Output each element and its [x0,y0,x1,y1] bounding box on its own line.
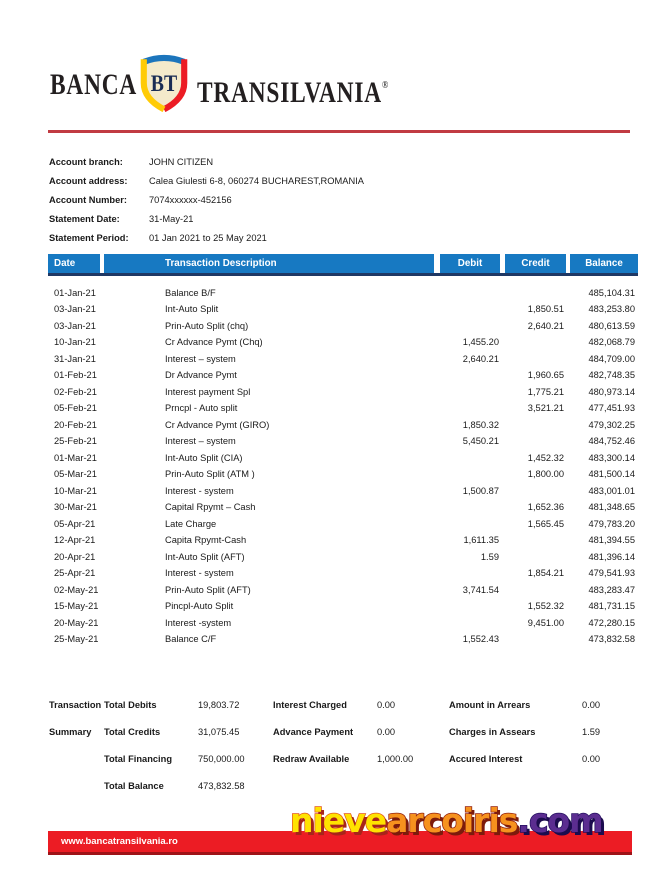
account-info-row [49,209,364,228]
transaction-credit: 1,800.00 [527,469,564,480]
transaction-description: Interest – system [165,353,236,364]
summary-label: Charges in Assears [449,727,536,737]
transaction-credit: 3,521.21 [527,403,564,414]
account-info-label: Statement Date: [49,213,120,224]
summary-value: 0.00 [582,700,601,710]
summary-label: Advance Payment [273,727,354,737]
table-row [48,450,638,467]
account-info-value: 01 Jan 2021 to 25 May 2021 [149,232,267,243]
transaction-balance: 472,280.15 [588,617,635,628]
header-cell-debit: Debit [440,254,500,273]
transaction-date: 25-Apr-21 [54,568,96,579]
transaction-debit: 3,741.54 [462,584,499,595]
header-cell-description: Transaction Description [104,254,434,273]
table-header-row [48,254,638,273]
transaction-description: Pincpl-Auto Split [165,601,234,612]
account-info-label: Statement Period: [49,232,129,243]
transaction-date: 20-Feb-21 [54,419,97,430]
transaction-credit: 1,775.21 [527,386,564,397]
transaction-date: 12-Apr-21 [54,535,96,546]
table-row [48,417,638,434]
transaction-description: Prin-Auto Split (chq) [165,320,249,331]
summary-row [273,719,449,746]
transaction-date: 20-Apr-21 [54,551,96,562]
table-row [48,483,638,500]
account-info-row [49,152,364,171]
transaction-date: 03-Jan-21 [54,320,96,331]
watermark-part-arcoiris: arcoiris [386,801,518,840]
transaction-balance: 483,001.01 [588,485,635,496]
watermark-overlay [290,801,603,840]
transaction-description: Prncpl - Auto split [165,403,238,414]
transaction-description: Int-Auto Split (AFT) [165,551,245,562]
table-row [48,367,638,384]
logo-word-banca: BANCA [50,68,138,101]
account-info-label: Account Number: [49,194,127,205]
summary-label: Accured Interest [449,754,523,764]
header-cell-date: Date [48,254,100,273]
transaction-balance: 482,748.35 [588,370,635,381]
transaction-description: Cr Advance Pymt (Chq) [165,337,263,348]
table-row [48,582,638,599]
table-row [48,285,638,302]
summary-title-line2: Summary [49,727,92,737]
summary-label: Interest Charged [273,700,347,710]
transaction-balance: 477,451.93 [588,403,635,414]
account-info-row [49,171,364,190]
transaction-balance: 480,613.59 [588,320,635,331]
table-row [48,499,638,516]
summary-row [449,746,638,773]
transaction-description: Capital Rpymt – Cash [165,502,256,513]
summary-value: 0.00 [582,754,601,764]
watermark-part-nieve: nieve [290,801,387,840]
table-row [48,318,638,335]
summary-label: Amount in Arrears [449,700,531,710]
header-underline [48,273,638,276]
transaction-credit: 1,960.65 [527,370,564,381]
transaction-description: Prin-Auto Split (ATM ) [165,469,255,480]
summary-value: 0.00 [377,727,396,737]
transaction-date: 05-Feb-21 [54,403,97,414]
table-row [48,549,638,566]
transaction-balance: 485,104.31 [588,287,635,298]
transaction-description: Cr Advance Pymt (GIRO) [165,419,270,430]
bt-shield-logo-icon [137,54,191,112]
summary-column-totals [104,692,273,800]
transaction-summary-section [49,692,638,800]
transaction-debit: 1,455.20 [462,337,499,348]
transaction-balance: 479,541.93 [588,568,635,579]
summary-column-interest [273,692,449,800]
account-info-label: Account branch: [49,156,123,167]
transaction-balance: 481,731.15 [588,601,635,612]
transaction-date: 02-Feb-21 [54,386,97,397]
transaction-description: Late Charge [165,518,217,529]
summary-label: Total Credits [104,727,161,737]
transaction-credit: 9,451.00 [527,617,564,628]
transaction-credit: 1,552.32 [527,601,564,612]
transaction-balance: 481,396.14 [588,551,635,562]
transaction-date: 01-Jan-21 [54,287,96,298]
transaction-debit: 5,450.21 [462,436,499,447]
transaction-debit: 1,850.32 [462,419,499,430]
transaction-balance: 482,068.79 [588,337,635,348]
summary-label: Redraw Available [273,754,350,764]
transaction-description: Interest – system [165,436,236,447]
transaction-description: Interest -system [165,617,232,628]
transaction-balance: 481,394.55 [588,535,635,546]
transaction-debit: 1,611.35 [463,535,499,546]
table-row [48,565,638,582]
header-cell-balance: Balance [570,254,638,273]
transaction-balance: 483,300.14 [588,452,635,463]
transaction-date: 15-May-21 [54,601,99,612]
transaction-debit: 1.59 [480,551,499,562]
transaction-balance: 480,973.14 [588,386,635,397]
header-cell-credit: Credit [505,254,566,273]
transaction-credit: 1,854.21 [527,568,564,579]
transaction-date: 05-Mar-21 [54,469,97,480]
transaction-description: Int-Auto Split (CIA) [165,452,243,463]
shield-bt-text: BT [150,70,178,96]
summary-value: 473,832.58 [198,781,245,791]
transaction-balance: 479,302.25 [588,419,635,430]
summary-row [449,692,638,719]
transaction-description: Balance B/F [165,287,216,298]
logo-word-transilvania: TRANSILVANIA® [197,76,389,109]
summary-value: 19,803.72 [198,700,240,710]
transaction-credit: 1,850.51 [527,304,564,315]
footer-website-url: www.bancatransilvania.ro [61,836,178,847]
transaction-debit: 1,500.87 [462,485,499,496]
account-info-row [49,190,364,209]
transaction-description: Balance C/F [165,634,217,645]
transaction-date: 31-Jan-21 [54,353,96,364]
table-row [48,532,638,549]
transaction-description: Interest payment Spl [165,386,251,397]
table-row [48,516,638,533]
transaction-balance: 484,752.46 [588,436,635,447]
summary-label: Total Financing [104,754,173,764]
summary-label: Total Debits [104,700,157,710]
transaction-balance: 481,500.14 [588,469,635,480]
account-info-value: JOHN CITIZEN [149,156,214,167]
table-row [48,615,638,632]
table-row [48,301,638,318]
transaction-date: 25-Feb-21 [54,436,97,447]
red-divider-line [48,130,630,133]
summary-value: 0.00 [377,700,396,710]
transaction-balance: 484,709.00 [588,353,635,364]
transaction-description: Capita Rpymt-Cash [165,535,247,546]
table-row [48,384,638,401]
table-row [48,631,638,648]
summary-label: Total Balance [104,781,164,791]
summary-row [104,719,273,746]
summary-row [273,746,449,773]
summary-row [273,692,449,719]
transaction-date: 05-Apr-21 [54,518,96,529]
table-row [48,351,638,368]
table-row [48,598,638,615]
summary-value: 750,000.00 [198,754,245,764]
transaction-balance: 473,832.58 [588,634,635,645]
summary-value: 1,000.00 [377,754,414,764]
transaction-date: 01-Mar-21 [54,452,97,463]
transaction-description: Dr Advance Pymt [165,370,237,381]
table-row [48,334,638,351]
transaction-credit: 1,452.32 [527,452,564,463]
table-row [48,466,638,483]
watermark-part-com: .com [517,801,603,840]
transactions-table [48,254,638,648]
transaction-date: 20-May-21 [54,617,99,628]
transaction-date: 25-May-21 [54,634,99,645]
summary-column-arrears [449,692,638,800]
transaction-date: 30-Mar-21 [54,502,97,513]
transaction-date: 03-Jan-21 [54,304,96,315]
transaction-credit: 2,640.21 [527,320,564,331]
registered-mark: ® [381,79,389,91]
transaction-credit: 1,565.45 [527,518,564,529]
summary-title-line1: Transaction [49,700,102,710]
transaction-debit: 2,640.21 [462,353,499,364]
transaction-date: 10-Mar-21 [54,485,97,496]
account-info-value: Calea Giulesti 6-8, 060274 BUCHAREST,ROMANIA [149,175,364,186]
transaction-balance: 483,283.47 [588,584,635,595]
summary-row [104,692,273,719]
transaction-date: 10-Jan-21 [54,337,96,348]
transaction-balance: 483,253.80 [588,304,635,315]
transaction-balance: 479,783.20 [588,518,635,529]
summary-value: 1.59 [582,727,601,737]
account-info-label: Account address: [49,175,128,186]
account-info-section [49,152,364,247]
transaction-date: 01-Feb-21 [54,370,97,381]
account-info-value: 7074xxxxxx-452156 [149,194,232,205]
account-info-value: 31-May-21 [149,213,194,224]
transaction-debit: 1,552.43 [462,634,499,645]
transaction-credit: 1,652.36 [527,502,564,513]
transaction-description: Prin-Auto Split (AFT) [165,584,251,595]
summary-title [49,692,104,800]
transaction-description: Interest - system [165,568,234,579]
table-row [48,433,638,450]
transaction-date: 02-May-21 [54,584,99,595]
transaction-description: Int-Auto Split [165,304,219,315]
table-body [48,285,638,648]
summary-row [104,773,273,800]
summary-row [449,719,638,746]
table-row [48,400,638,417]
summary-value: 31,075.45 [198,727,240,737]
summary-row [104,746,273,773]
account-info-row [49,228,364,247]
transaction-balance: 481,348.65 [588,502,635,513]
transaction-description: Interest - system [165,485,234,496]
